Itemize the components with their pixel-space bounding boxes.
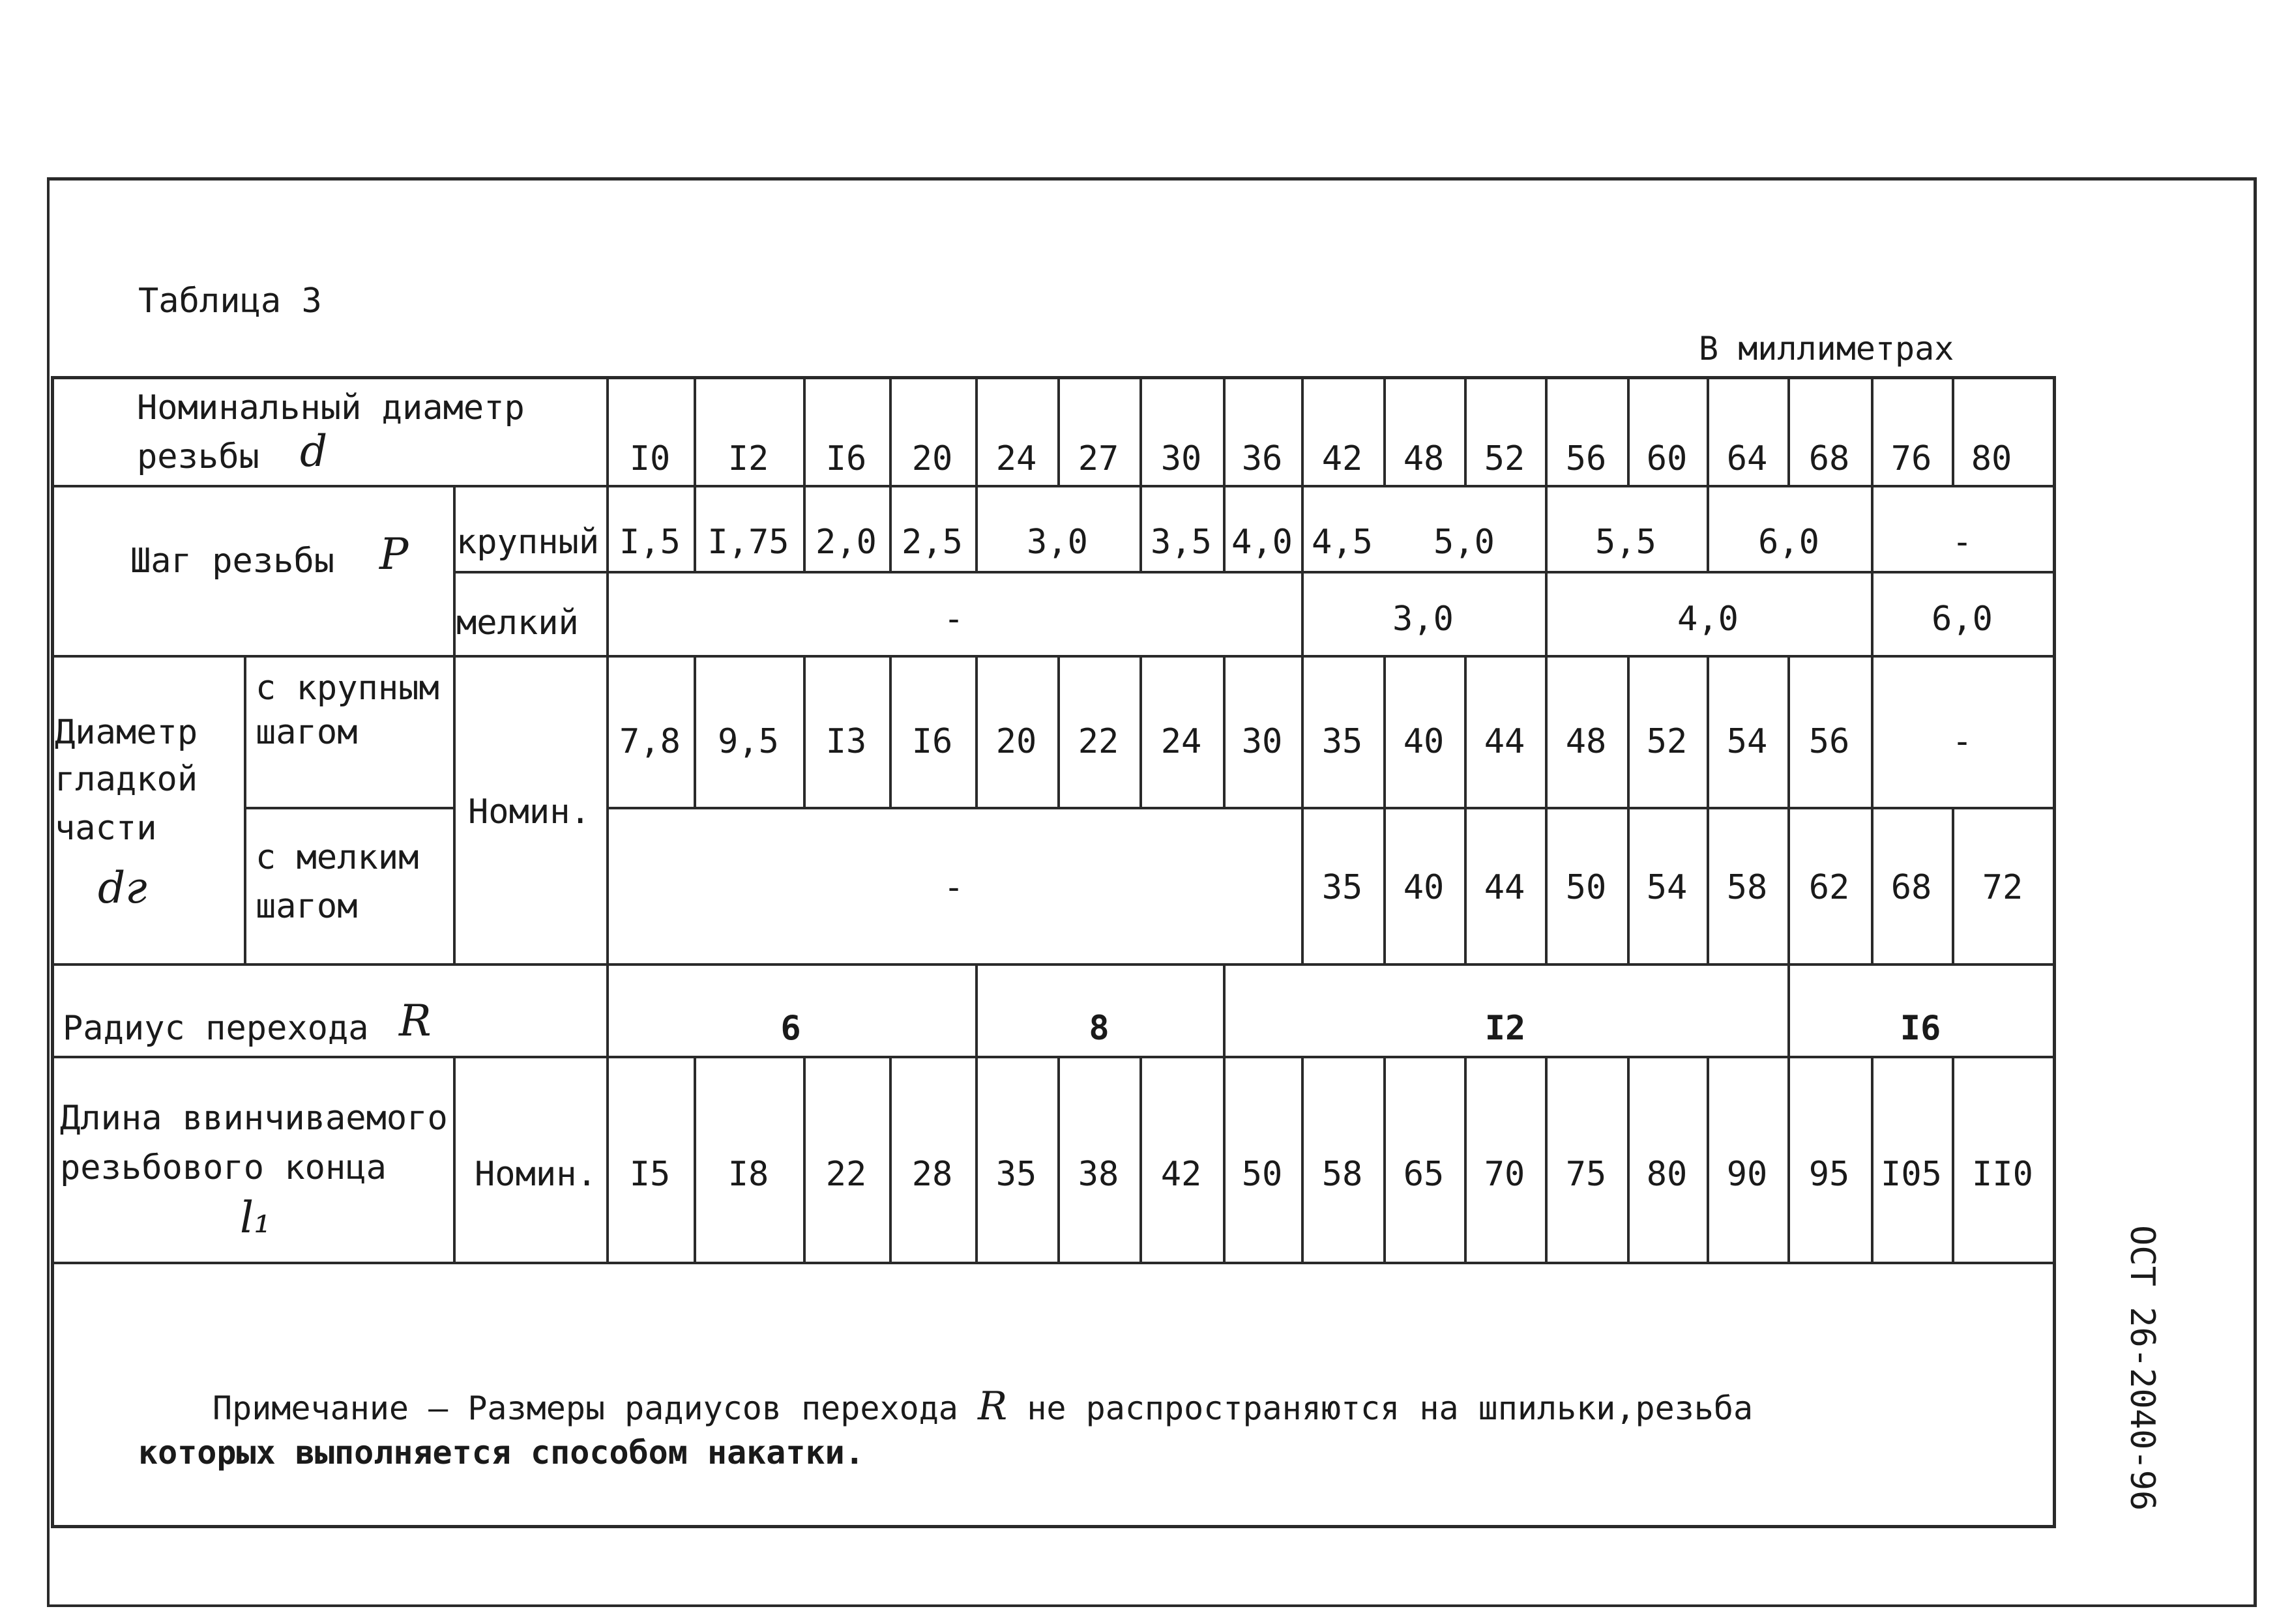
smooth-coarse-cell: 24 bbox=[1160, 722, 1202, 761]
smooth-coarse-cell: 56 bbox=[1808, 722, 1850, 761]
table-rule-vertical bbox=[1627, 655, 1630, 807]
length-cell: 38 bbox=[1078, 1155, 1119, 1194]
label-nomin: Номин. bbox=[468, 792, 591, 832]
table-rule-vertical bbox=[803, 485, 806, 571]
radius-cell: 8 bbox=[1089, 1009, 1109, 1048]
diameter-cell: 42 bbox=[1321, 439, 1363, 478]
table-rule-vertical bbox=[453, 485, 456, 655]
length-cell: 70 bbox=[1484, 1155, 1525, 1194]
pitch-coarse-cell: 4,0 bbox=[1231, 523, 1293, 562]
pitch-coarse-cell: I,75 bbox=[707, 523, 789, 562]
table-rule-vertical bbox=[975, 1056, 978, 1262]
length-cell: 95 bbox=[1808, 1155, 1850, 1194]
table-rule-vertical bbox=[1545, 376, 1548, 485]
pitch-fine-cell: 4,0 bbox=[1677, 600, 1739, 639]
diameter-cell: 24 bbox=[995, 439, 1037, 478]
pitch-coarse-cell: 3,5 bbox=[1151, 523, 1212, 562]
label-smooth-2: гладкой bbox=[55, 760, 198, 799]
table-rule-vertical bbox=[1139, 1056, 1142, 1262]
table-rule-vertical bbox=[1223, 485, 1226, 571]
table-rule-vertical bbox=[1627, 376, 1630, 485]
label-length-2: резьбового конца bbox=[60, 1148, 387, 1187]
table-rule-vertical bbox=[1545, 807, 1548, 963]
table-rule-vertical bbox=[1464, 1056, 1467, 1262]
note-symbol-r: R bbox=[978, 1384, 1008, 1429]
symbol-dg: dг bbox=[98, 863, 147, 913]
diameter-cell: I6 bbox=[825, 439, 867, 478]
smooth-fine-cell: 58 bbox=[1726, 868, 1768, 907]
table-rule-vertical bbox=[1301, 571, 1304, 655]
table-rule-vertical bbox=[975, 963, 978, 1056]
table-rule-vertical bbox=[1627, 807, 1630, 963]
note-line-2: которых выполняется способом накатки. bbox=[138, 1434, 864, 1472]
table-title: Таблица 3 bbox=[138, 282, 322, 321]
table-rule-vertical bbox=[1787, 376, 1790, 485]
radius-cell: 6 bbox=[780, 1009, 801, 1048]
diameter-cell: 76 bbox=[1890, 439, 1932, 478]
table-rule-vertical bbox=[453, 655, 456, 963]
pitch-coarse-cell: 6,0 bbox=[1758, 523, 1819, 562]
table-rule-vertical bbox=[1952, 376, 1954, 485]
smooth-coarse-cell: 48 bbox=[1565, 722, 1607, 761]
table-rule-vertical bbox=[1871, 571, 1873, 655]
smooth-coarse-cell: 30 bbox=[1241, 722, 1283, 761]
length-cell: I5 bbox=[629, 1155, 671, 1194]
smooth-fine-cell: 62 bbox=[1808, 868, 1850, 907]
table-rule-vertical bbox=[1301, 655, 1304, 807]
table-rule-vertical bbox=[803, 655, 806, 807]
table-rule-vertical bbox=[1871, 807, 1873, 963]
smooth-coarse-cell: 35 bbox=[1321, 722, 1363, 761]
table-rule-vertical bbox=[606, 376, 609, 1262]
table-rule-vertical bbox=[1871, 655, 1873, 807]
table-rule-vertical bbox=[1464, 655, 1467, 807]
note-text-b: не распространяются на шпильки,резьба bbox=[1027, 1389, 1754, 1427]
table-rule-horizontal bbox=[51, 1262, 2053, 1264]
table-rule-vertical bbox=[694, 485, 696, 571]
table-rule-vertical bbox=[453, 1056, 456, 1262]
diameter-cell: 52 bbox=[1484, 439, 1525, 478]
diameter-cell: 20 bbox=[911, 439, 953, 478]
table-rule-vertical bbox=[1301, 1056, 1304, 1262]
table-rule-vertical bbox=[1383, 1056, 1386, 1262]
smooth-coarse-cell: I6 bbox=[911, 722, 953, 761]
table-rule-horizontal bbox=[51, 655, 2053, 658]
table-rule-vertical bbox=[694, 376, 696, 485]
length-cell: 75 bbox=[1565, 1155, 1607, 1194]
pitch-coarse-cell: - bbox=[1952, 523, 1973, 562]
label-nominal-diameter-2: резьбы bbox=[137, 437, 259, 476]
label-fine: мелкий bbox=[456, 603, 579, 643]
smooth-fine-cell: 68 bbox=[1890, 868, 1932, 907]
table-rule-vertical bbox=[1139, 485, 1142, 571]
pitch-coarse-cell: 5,5 bbox=[1595, 523, 1656, 562]
length-cell: 65 bbox=[1403, 1155, 1445, 1194]
symbol-r: R bbox=[399, 996, 432, 1046]
table-rule-vertical bbox=[1383, 807, 1386, 963]
diameter-cell: 56 bbox=[1565, 439, 1607, 478]
table-rule-vertical bbox=[1057, 1056, 1060, 1262]
label-smooth-3: части bbox=[55, 809, 157, 848]
table-rule-vertical bbox=[1707, 1056, 1709, 1262]
label-nominal-diameter: Номинальный диаметр bbox=[137, 388, 525, 428]
table-rule-vertical bbox=[1223, 655, 1226, 807]
label-with-fine-1: с мелким bbox=[256, 838, 419, 877]
table-rule-vertical bbox=[1787, 1056, 1790, 1262]
smooth-coarse-cell: 9,5 bbox=[718, 722, 779, 761]
table-rule-vertical bbox=[1464, 807, 1467, 963]
table-rule-vertical bbox=[1301, 376, 1304, 485]
smooth-coarse-cell: 20 bbox=[995, 722, 1037, 761]
table-rule-vertical bbox=[1057, 655, 1060, 807]
diameter-cell: I2 bbox=[727, 439, 769, 478]
smooth-coarse-cell: 40 bbox=[1403, 722, 1445, 761]
smooth-fine-cell: 44 bbox=[1484, 868, 1525, 907]
label-with-coarse-1: с крупным bbox=[256, 669, 439, 708]
pitch-coarse-cell: 3,0 bbox=[1027, 523, 1088, 562]
table-rule-horizontal bbox=[606, 807, 2053, 809]
table-rule-vertical bbox=[1545, 485, 1548, 571]
diameter-cell: 64 bbox=[1726, 439, 1768, 478]
pitch-fine-cell: 6,0 bbox=[1932, 600, 1993, 639]
smooth-fine-cell: 35 bbox=[1321, 868, 1363, 907]
table-rule-vertical bbox=[1952, 1056, 1954, 1262]
table-rule-vertical bbox=[694, 1056, 696, 1262]
label-nomin-2: Номин. bbox=[475, 1155, 597, 1194]
table-rule-vertical bbox=[1787, 655, 1790, 807]
table-rule-vertical bbox=[1952, 807, 1954, 963]
table-rule-horizontal bbox=[51, 963, 2053, 966]
table-rule-vertical bbox=[1464, 376, 1467, 485]
label-smooth-1: Диаметр bbox=[55, 713, 198, 752]
table-rule-horizontal bbox=[244, 807, 453, 809]
radius-cell: I2 bbox=[1484, 1009, 1526, 1048]
table-rule-vertical bbox=[694, 655, 696, 807]
label-with-coarse-2: шагом bbox=[256, 713, 358, 752]
table-rule-vertical bbox=[1545, 655, 1548, 807]
pitch-fine-cell: - bbox=[943, 600, 964, 639]
smooth-fine-cell: 40 bbox=[1403, 868, 1445, 907]
symbol-p: P bbox=[379, 529, 409, 579]
pitch-fine-cell: 3,0 bbox=[1392, 600, 1454, 639]
diameter-cell: 36 bbox=[1241, 439, 1283, 478]
units-label: В миллиметрах bbox=[1699, 330, 1954, 368]
table-rule-vertical bbox=[244, 655, 246, 963]
table-rule-vertical bbox=[1223, 376, 1226, 485]
table-rule-vertical bbox=[1139, 376, 1142, 485]
diameter-cell: 80 bbox=[1971, 439, 2012, 478]
table-rule-vertical bbox=[1139, 655, 1142, 807]
table-rule-vertical bbox=[1871, 485, 1873, 571]
table-rule-vertical bbox=[1871, 1056, 1873, 1262]
table-rule-vertical bbox=[1057, 376, 1060, 485]
table-rule-horizontal bbox=[51, 1056, 2053, 1058]
length-cell: 42 bbox=[1160, 1155, 1202, 1194]
pitch-coarse-cell: 4,5 bbox=[1312, 523, 1373, 562]
length-cell: 58 bbox=[1321, 1155, 1363, 1194]
pitch-coarse-cell: I,5 bbox=[619, 523, 681, 562]
smooth-coarse-cell: - bbox=[1952, 722, 1973, 761]
table-rule-vertical bbox=[975, 655, 978, 807]
table-rule-vertical bbox=[803, 376, 806, 485]
table-rule-vertical bbox=[889, 376, 892, 485]
diameter-cell: 27 bbox=[1078, 439, 1119, 478]
smooth-coarse-cell: I3 bbox=[825, 722, 867, 761]
smooth-fine-cell: 54 bbox=[1646, 868, 1688, 907]
diameter-cell: 48 bbox=[1403, 439, 1445, 478]
table-rule-vertical bbox=[889, 1056, 892, 1262]
smooth-fine-cell: - bbox=[943, 868, 964, 907]
smooth-coarse-cell: 7,8 bbox=[619, 722, 681, 761]
table-rule-vertical bbox=[1707, 485, 1709, 571]
radius-cell: I6 bbox=[1900, 1009, 1941, 1048]
diameter-cell: 68 bbox=[1808, 439, 1850, 478]
diameter-cell: 60 bbox=[1646, 439, 1688, 478]
label-pitch: Шаг резьбы bbox=[130, 542, 335, 581]
pitch-coarse-cell: 2,0 bbox=[815, 523, 877, 562]
smooth-coarse-cell: 52 bbox=[1646, 722, 1688, 761]
smooth-fine-cell: 50 bbox=[1565, 868, 1607, 907]
table-rule-horizontal bbox=[453, 571, 2053, 573]
table-rule-vertical bbox=[1223, 963, 1226, 1056]
table-rule-vertical bbox=[1301, 807, 1304, 963]
length-cell: 80 bbox=[1646, 1155, 1688, 1194]
length-cell: 35 bbox=[995, 1155, 1037, 1194]
table-rule-vertical bbox=[889, 655, 892, 807]
diameter-cell: I0 bbox=[629, 439, 671, 478]
table-rule-vertical bbox=[1301, 485, 1304, 571]
pitch-coarse-cell: 2,5 bbox=[902, 523, 963, 562]
length-cell: 50 bbox=[1241, 1155, 1283, 1194]
table-rule-vertical bbox=[1223, 1056, 1226, 1262]
length-cell: 90 bbox=[1726, 1155, 1768, 1194]
table-rule-vertical bbox=[1383, 376, 1386, 485]
table-rule-vertical bbox=[975, 376, 978, 485]
pitch-coarse-cell: 5,0 bbox=[1433, 523, 1495, 562]
length-cell: II0 bbox=[1972, 1155, 2033, 1194]
label-with-fine-2: шагом bbox=[256, 887, 358, 926]
smooth-coarse-cell: 54 bbox=[1726, 722, 1768, 761]
table-rule-vertical bbox=[975, 485, 978, 571]
label-length-1: Длина ввинчиваемого bbox=[60, 1099, 448, 1138]
length-cell: 28 bbox=[911, 1155, 953, 1194]
table-rule-vertical bbox=[1871, 376, 1873, 485]
table-rule-vertical bbox=[1545, 571, 1548, 655]
table-rule-vertical bbox=[803, 1056, 806, 1262]
smooth-fine-cell: 72 bbox=[1982, 868, 2023, 907]
note-text-a: Примечание – Размеры радиусов перехода bbox=[213, 1389, 958, 1427]
table-rule-horizontal bbox=[51, 485, 2053, 487]
length-cell: 22 bbox=[825, 1155, 867, 1194]
diameter-cell: 30 bbox=[1160, 439, 1202, 478]
symbol-d: d bbox=[300, 426, 328, 476]
table-rule-vertical bbox=[1707, 655, 1709, 807]
document-code: ОСТ 26-2040-96 bbox=[2123, 1225, 2162, 1511]
table-rule-vertical bbox=[1707, 376, 1709, 485]
symbol-l1: l₁ bbox=[240, 1193, 271, 1243]
table-rule-vertical bbox=[1707, 807, 1709, 963]
length-cell: I05 bbox=[1881, 1155, 1942, 1194]
table-rule-vertical bbox=[1545, 1056, 1548, 1262]
label-radius: Радиус перехода bbox=[63, 1009, 369, 1048]
table-rule-vertical bbox=[889, 485, 892, 571]
table-rule-vertical bbox=[1787, 963, 1790, 1056]
note-line-1 bbox=[213, 1380, 1753, 1434]
label-coarse: крупный bbox=[456, 523, 600, 562]
smooth-coarse-cell: 44 bbox=[1484, 722, 1525, 761]
smooth-coarse-cell: 22 bbox=[1078, 722, 1119, 761]
table-rule-vertical bbox=[1787, 807, 1790, 963]
table-rule-vertical bbox=[1627, 1056, 1630, 1262]
length-cell: I8 bbox=[727, 1155, 769, 1194]
table-rule-vertical bbox=[1383, 655, 1386, 807]
